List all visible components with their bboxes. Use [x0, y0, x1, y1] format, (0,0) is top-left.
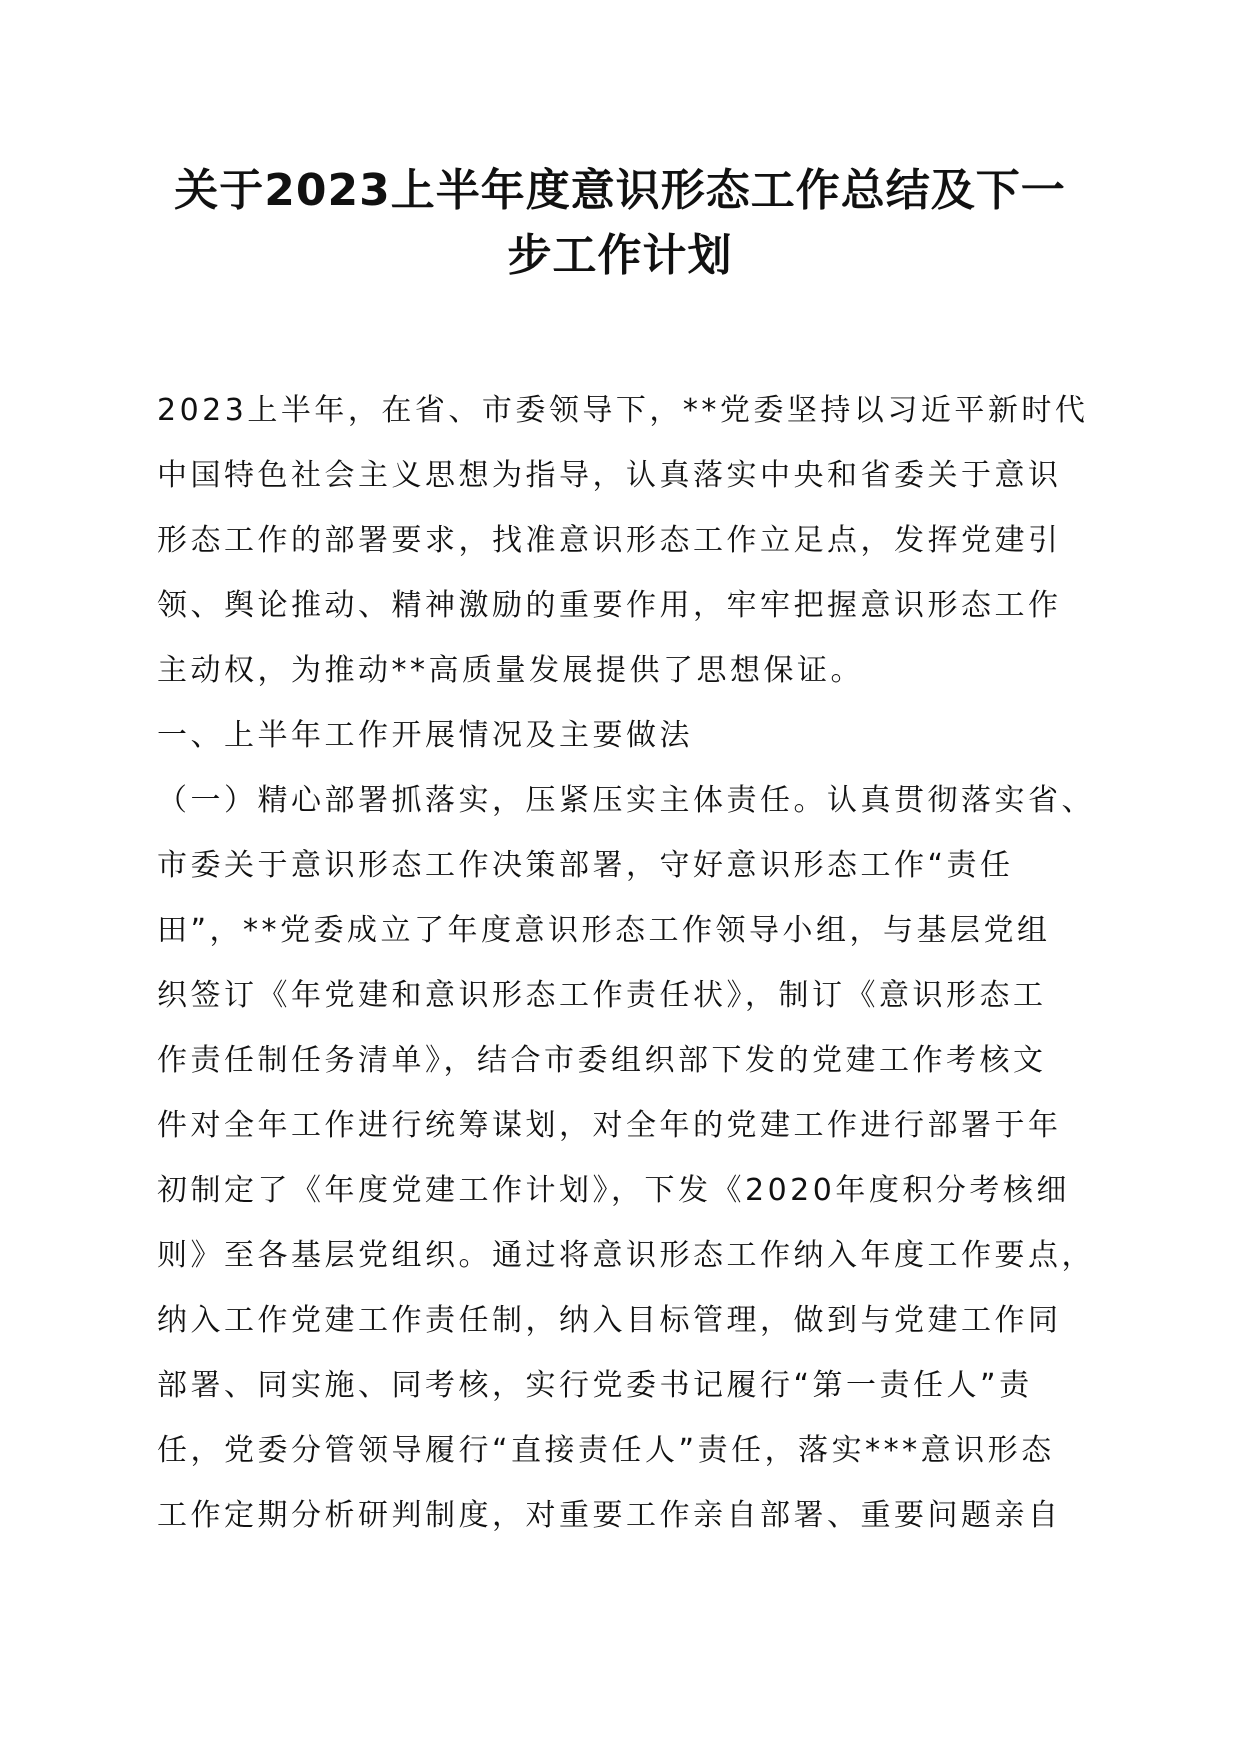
body-line: 作责任制任务清单》，结合市委组织部下发的党建工作考核文: [157, 1043, 1047, 1078]
title-line: 关于2023上半年度意识形态工作总结及下一: [174, 165, 1066, 216]
body-line: 织签订《年党建和意识形态工作责任状》，制订《意识形态工: [157, 978, 1047, 1013]
body-line: 领、舆论推动、精神激励的重要作用，牢牢把握意识形态工作: [157, 588, 1062, 623]
title-line: 步工作计划: [507, 230, 733, 281]
body-line: 任，党委分管领导履行“直接责任人”责任，落实***意识形态: [157, 1433, 1055, 1468]
body-line: 纳入工作党建工作责任制，纳入目标管理，做到与党建工作同: [157, 1303, 1062, 1338]
body-line: 件对全年工作进行统筹谋划，对全年的党建工作进行部署于年: [157, 1108, 1062, 1143]
body-line: （一）精心部署抓落实，压紧压实主体责任。认真贯彻落实省、: [157, 783, 1095, 818]
body-line: 部署、同实施、同考核，实行党委书记履行“第一责任人”责: [157, 1368, 1033, 1403]
body-line: 2023上半年，在省、市委领导下，**党委坚持以习近平新时代: [157, 393, 1089, 428]
document-body: [157, 378, 1102, 1548]
body-line: 主动权，为推动**高质量发展提供了思想保证。: [157, 653, 864, 688]
body-line: 初制定了《年度党建工作计划》，下发《2020年度积分考核细: [157, 1173, 1070, 1208]
body-line: 工作定期分析研判制度，对重要工作亲自部署、重要问题亲自: [157, 1498, 1062, 1533]
body-line: 中国特色社会主义思想为指导，认真落实中央和省委关于意识: [157, 458, 1062, 493]
section-heading: 一、上半年工作开展情况及主要做法: [157, 718, 693, 753]
body-line: 田”，**党委成立了年度意识形态工作领导小组，与基层党组: [157, 913, 1051, 948]
document-title: [140, 158, 1100, 288]
body-line: 市委关于意识形态工作决策部署，守好意识形态工作“责任: [157, 848, 1014, 883]
body-line: 则》至各基层党组织。通过将意识形态工作纳入年度工作要点，: [157, 1238, 1095, 1273]
body-line: 形态工作的部署要求，找准意识形态工作立足点，发挥党建引: [157, 523, 1062, 558]
